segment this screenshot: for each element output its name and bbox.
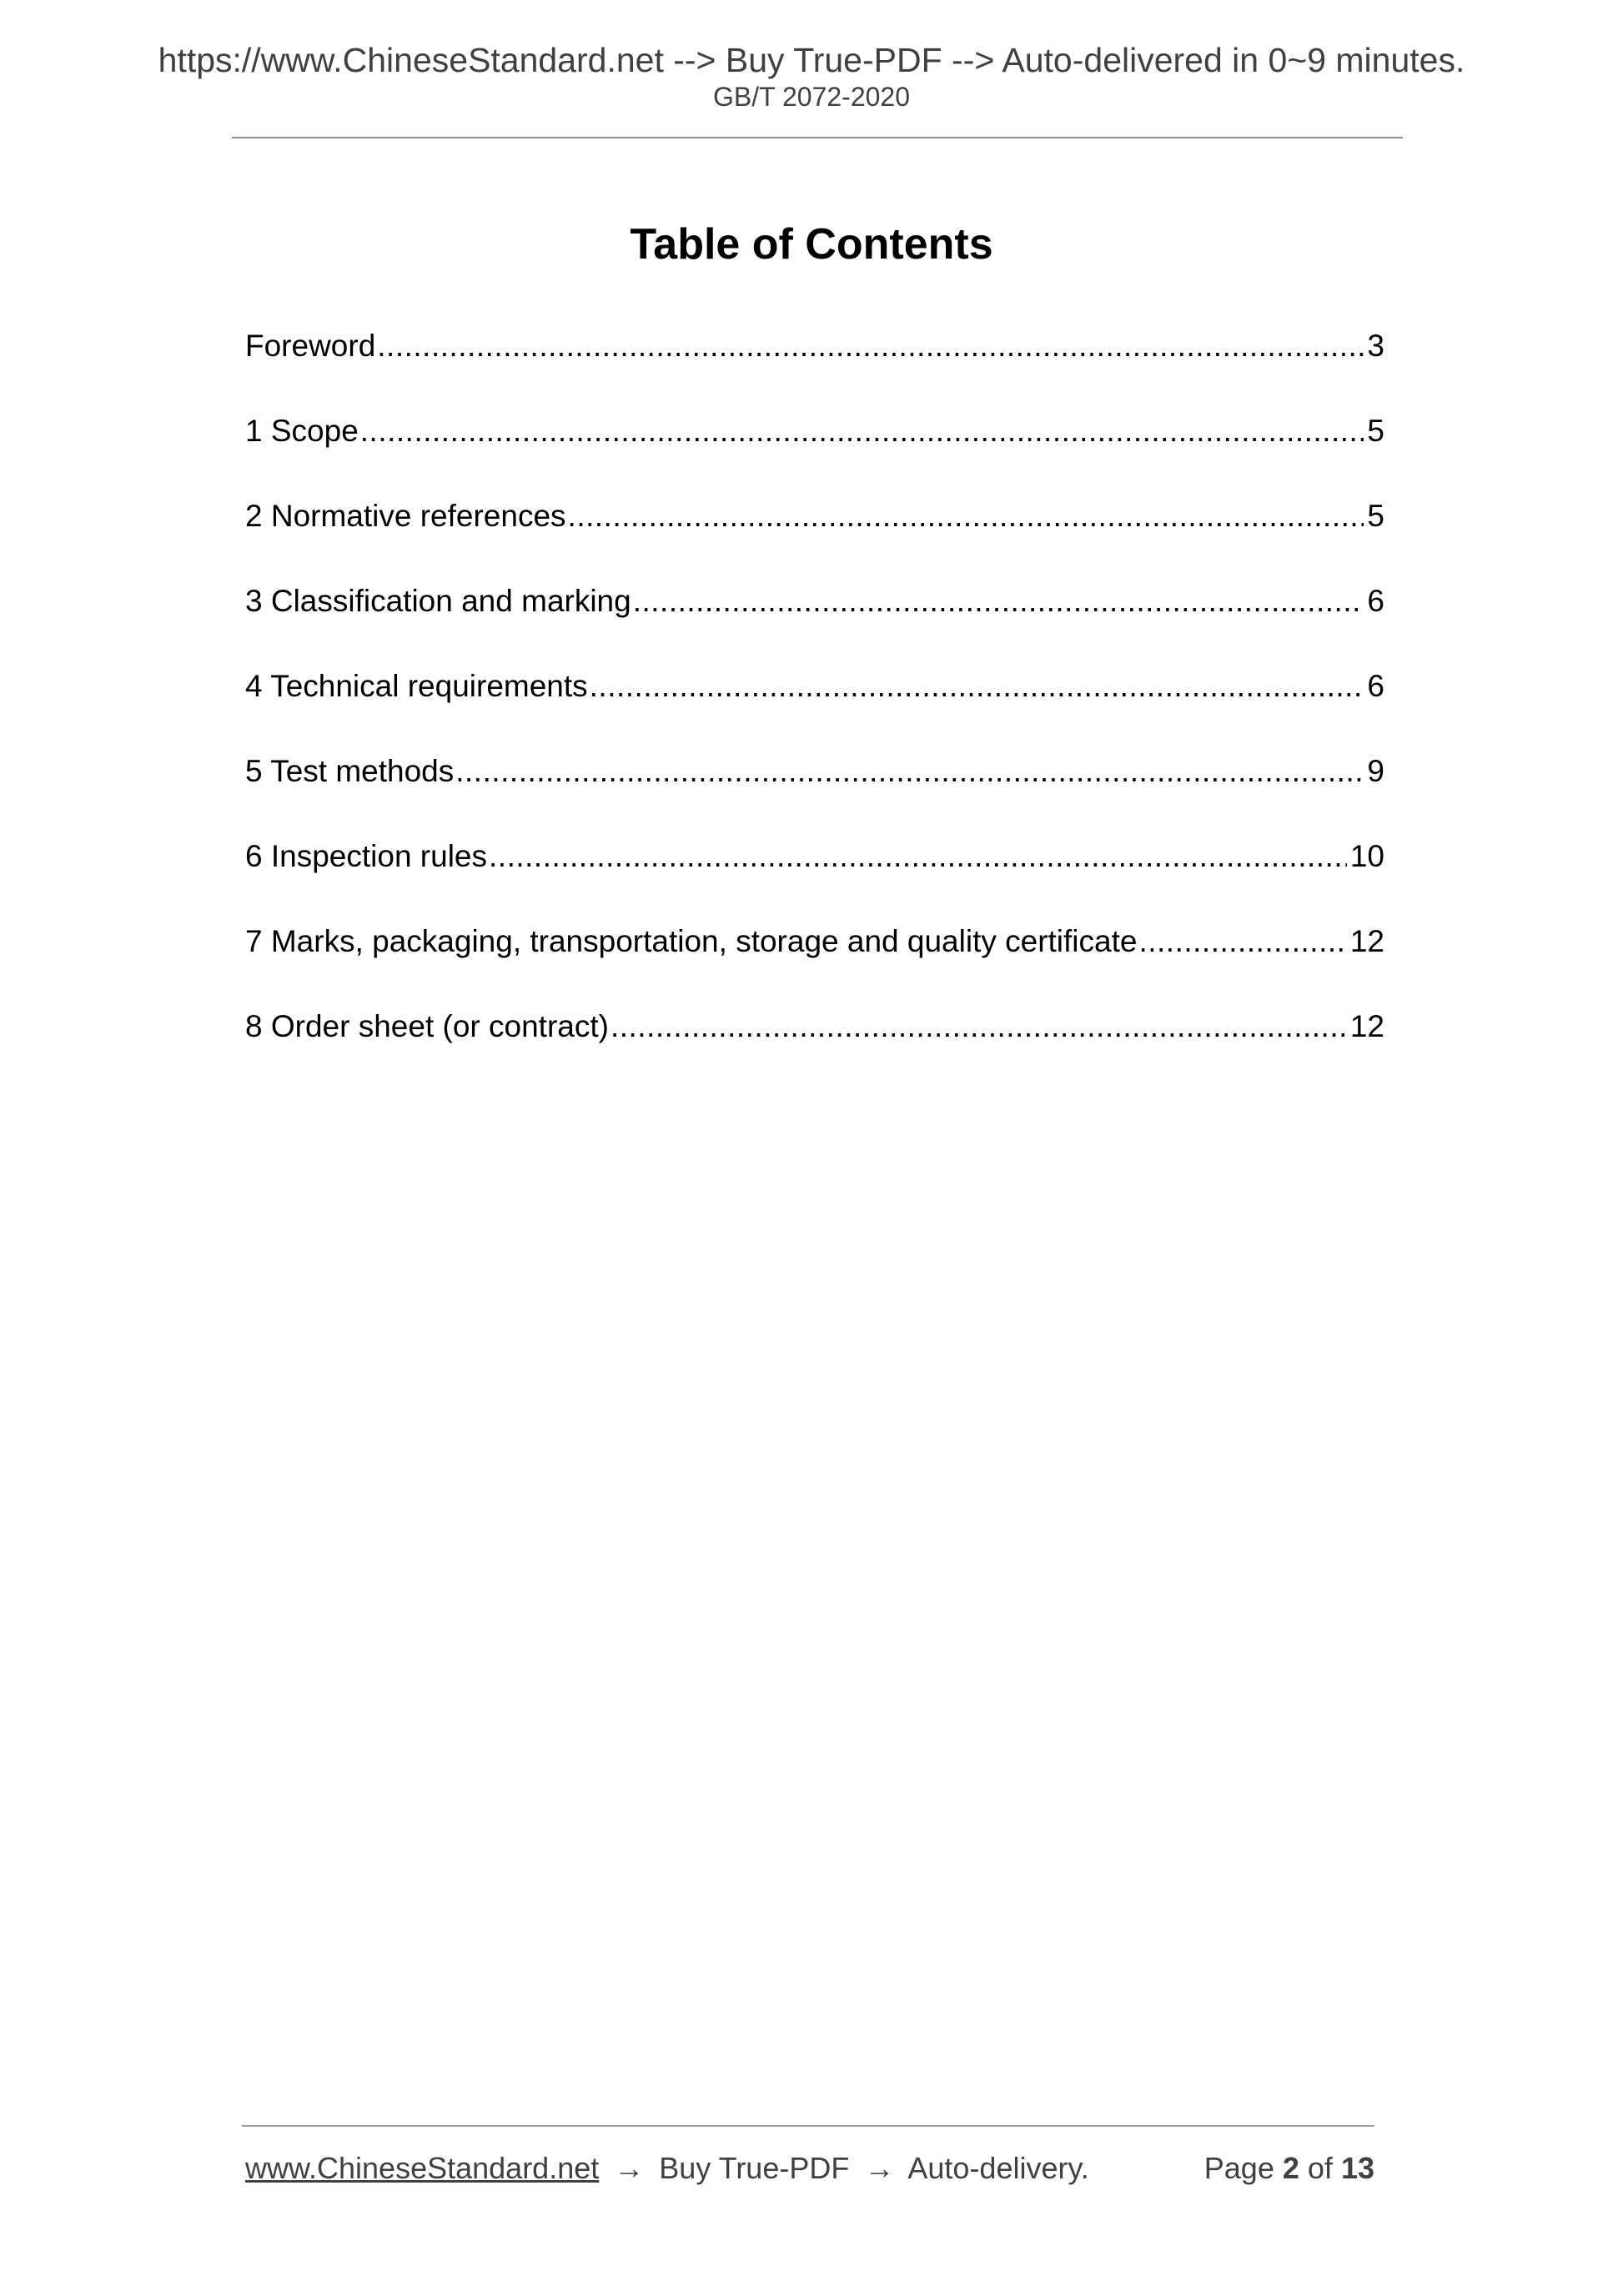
page-total: 13 — [1340, 2151, 1374, 2185]
toc-entry-label: 5 Test methods — [245, 754, 455, 788]
toc-entry-page: 10 — [1349, 839, 1384, 873]
toc-entry-page: 9 — [1367, 754, 1384, 788]
toc-entry-scope[interactable] — [245, 413, 1384, 498]
toc-entry-label: 2 Normative references — [245, 499, 566, 533]
toc-leader-dots — [611, 1008, 1347, 1045]
toc-entry-label: 3 Classification and marking — [245, 584, 631, 618]
toc-entry-page: 12 — [1349, 1009, 1384, 1043]
toc-entry-inspection-rules[interactable] — [245, 838, 1384, 923]
delivery-text: Auto-delivery. — [907, 2151, 1089, 2185]
top-banner: https://www.ChineseStandard.net --> Buy True-PDF --> Auto-delivered in 0~9 minutes. — [158, 41, 1465, 79]
right-arrow-icon: → — [864, 2151, 895, 2185]
toc-leader-dots — [1138, 923, 1346, 960]
toc-leader-dots — [360, 413, 1364, 450]
toc-entry-page: 5 — [1367, 499, 1384, 533]
toc-entry-label: 6 Inspection rules — [245, 839, 488, 873]
toc-entry-page: 5 — [1367, 414, 1384, 448]
page-word: Page — [1203, 2151, 1274, 2185]
site-link[interactable]: www.ChineseStandard.net — [245, 2151, 600, 2185]
toc-entry-page: 12 — [1349, 924, 1384, 958]
toc-entry-page: 3 — [1367, 329, 1384, 363]
footer-divider — [242, 2125, 1374, 2127]
toc-entry-order-sheet[interactable] — [245, 1008, 1384, 1093]
toc-entry-label: 8 Order sheet (or contract) — [245, 1009, 609, 1043]
of-word: of — [1307, 2151, 1333, 2185]
toc-entry-technical-requirements[interactable] — [245, 668, 1384, 753]
toc-entry-label: 7 Marks, packaging, transportation, storage and quality certificate — [245, 924, 1138, 958]
toc-entry-classification[interactable] — [245, 583, 1384, 668]
toc-leader-dots — [568, 498, 1364, 535]
toc-leader-dots — [633, 583, 1364, 620]
toc-entry-normative-references[interactable] — [245, 498, 1384, 583]
toc-entry-page: 6 — [1367, 669, 1384, 703]
toc-leader-dots — [377, 328, 1364, 364]
page-number — [1204, 2150, 1374, 2187]
toc-leader-dots — [590, 668, 1364, 705]
toc-entry-label: 4 Technical requirements — [245, 669, 588, 703]
header-divider — [232, 137, 1403, 138]
toc-entry-page: 6 — [1367, 584, 1384, 618]
toc-leader-dots — [455, 753, 1364, 790]
toc-entry-label: 1 Scope — [245, 414, 359, 448]
toc-leader-dots — [489, 838, 1347, 875]
footer-promo — [245, 2150, 1089, 2187]
toc-entry-test-methods[interactable] — [245, 753, 1384, 838]
toc-title: Table of Contents — [630, 219, 993, 269]
page-current: 2 — [1282, 2151, 1299, 2185]
toc-list — [245, 328, 1384, 1093]
toc-entry-label: Foreword — [245, 329, 376, 363]
buy-text: Buy True-PDF — [659, 2151, 850, 2185]
right-arrow-icon: → — [614, 2151, 645, 2185]
toc-entry-marks-packaging[interactable] — [245, 923, 1384, 1008]
standard-code: GB/T 2072-2020 — [712, 82, 910, 112]
toc-entry-foreword[interactable] — [245, 328, 1384, 413]
